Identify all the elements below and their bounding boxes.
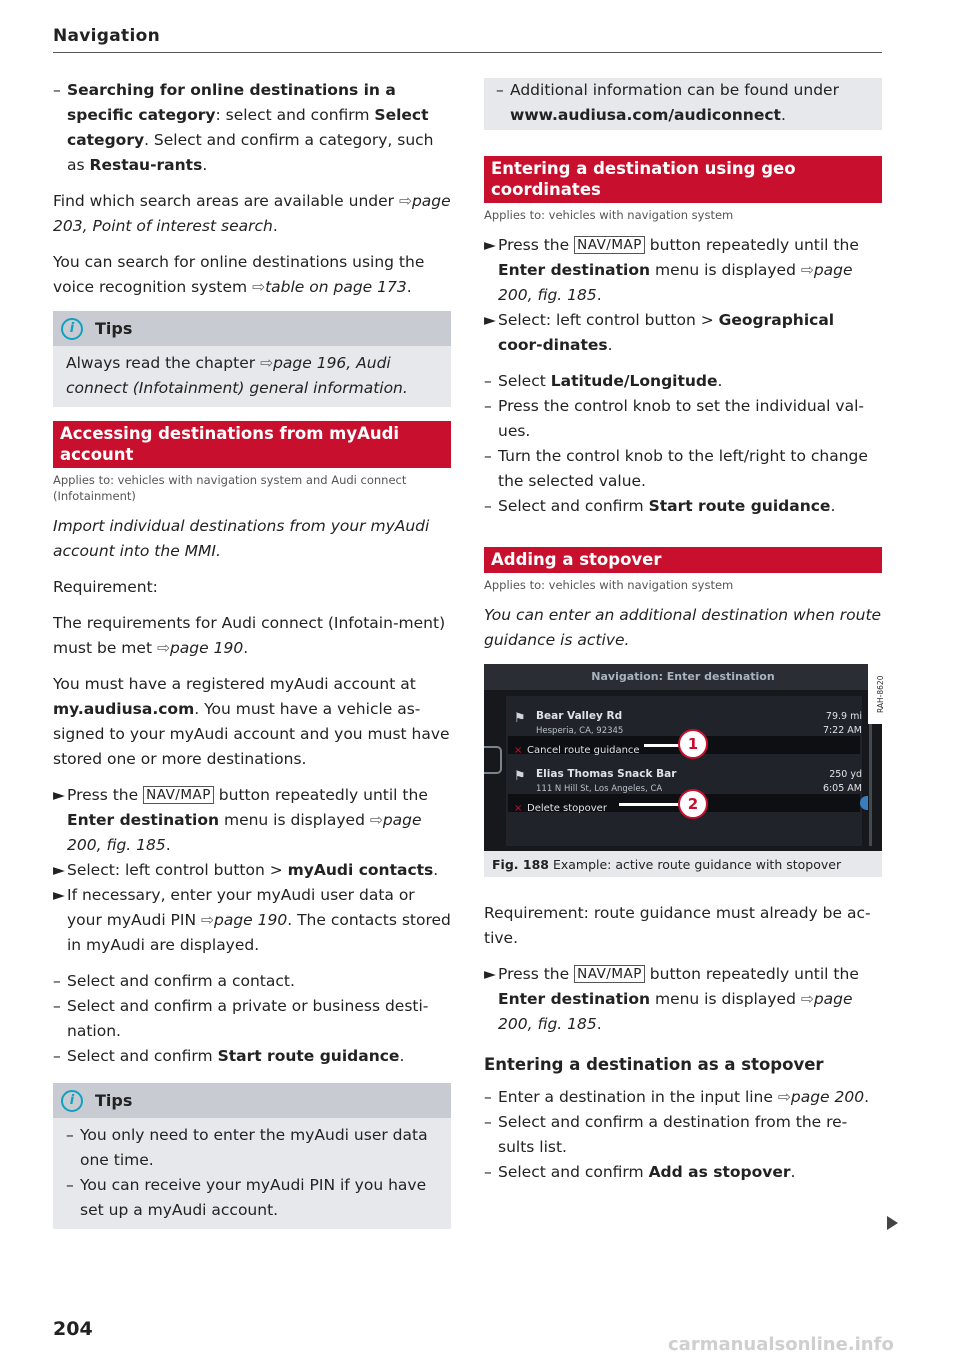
- flag-icon: ⚑: [514, 769, 526, 784]
- page-number: 204: [53, 1318, 93, 1340]
- url-link[interactable]: www.audiusa.com/audiconnect: [510, 106, 781, 124]
- section-heading-myaudi: Accessing destinations from myAudi account: [53, 421, 451, 468]
- xref-link[interactable]: page 190: [169, 639, 244, 657]
- dash-item: – Enter a destination in the input line ⇨page 200.: [484, 1088, 870, 1106]
- right-column: [484, 78, 885, 1185]
- xref-link[interactable]: page 200, fig. 185: [498, 990, 853, 1033]
- tips-body: Always read the chapter ⇨page 196, Audi connect (Infotainment) general information.: [53, 346, 451, 407]
- running-header: Navigation: [53, 26, 160, 46]
- xref-link[interactable]: page 200, fig. 185: [67, 811, 422, 854]
- tips-title: Tips: [95, 319, 133, 338]
- arrow-right-icon: ⇨: [398, 192, 412, 210]
- info-icon: i: [61, 1090, 83, 1112]
- dest2-name: Elias Thomas Snack Bar: [536, 768, 677, 780]
- dash-item: – Select and confirm a contact.: [53, 972, 295, 990]
- arrow-right-icon: ⇨: [201, 911, 214, 929]
- dest2-time: 6:05 AM: [822, 783, 862, 794]
- tips-body: – You only need to enter the myAudi user data one time. – You can receive your myAudi PIN if you have set up a myAudi account.: [53, 1118, 451, 1229]
- arrow-right-icon: ⇨: [800, 261, 814, 279]
- mmi-screen: [484, 664, 885, 851]
- step-item: ► Press the NAV/MAP button repeatedly until the Enter destination menu is displayed ⇨page 200, fig. 185.: [484, 965, 859, 1033]
- voice-paragraph: You can search for online destinations using the voice recognition system ⇨table on page 173.: [53, 253, 425, 296]
- dash-item: – Select Latitude/Longitude.: [484, 372, 723, 390]
- dest1-name: Bear Valley Rd: [536, 710, 623, 722]
- section-heading-stopover: Adding a stopover: [484, 547, 882, 573]
- registered-paragraph: You must have a registered myAudi account at my.audiusa.com. You must have a vehicle as-signed to your myAudi account and you must have stored one or more destinations.: [53, 675, 450, 768]
- tips-box: [53, 311, 451, 407]
- search-online-item: – Searching for online destinations in a specific category: select and confirm Select category. Select and confirm a category, such as Restau-rants.: [53, 81, 434, 174]
- dest1-address: Hesperia, CA, 92345: [536, 726, 624, 736]
- sub-heading-stopover: Entering a destination as a stopover: [484, 1055, 824, 1074]
- nav-map-key: NAV/MAP: [574, 236, 645, 254]
- applies-to: Applies to: vehicles with navigation system: [484, 578, 734, 592]
- req-connect-paragraph: The requirements for Audi connect (Infotain-ment) must be met ⇨page 190.: [53, 614, 446, 657]
- step-item: ► Select: left control button > myAudi contacts.: [53, 861, 439, 879]
- find-areas-paragraph: Find which search areas are available under ⇨page 203, Point of interest search.: [53, 192, 451, 235]
- step-item: ► Press the NAV/MAP button repeatedly until the Enter destination menu is displayed ⇨page 200, fig. 185.: [53, 786, 428, 854]
- delete-stopover-item[interactable]: Delete stopover: [527, 803, 607, 814]
- arrow-right-icon: ⇨: [369, 811, 383, 829]
- section-heading-geo: Entering a destination using geo coordinates: [484, 156, 882, 203]
- arrow-right-icon: ⇨: [156, 639, 170, 657]
- figure-code: RAH-8620: [868, 664, 882, 724]
- watermark: carmanualsonline.info: [668, 1334, 894, 1355]
- dash-item: – Select and confirm Start route guidance.: [53, 1047, 405, 1065]
- nav-map-key: NAV/MAP: [143, 786, 214, 804]
- stop-requirement: Requirement: route guidance must already be ac-tive.: [484, 904, 871, 947]
- tips-title: Tips: [95, 1091, 133, 1110]
- callout-2: 2: [678, 789, 708, 819]
- step-item: ► Select: left control button > Geographical coor-dinates.: [484, 311, 835, 354]
- dest1-distance: 79.9 mi: [825, 711, 862, 722]
- left-control-icon: [484, 746, 502, 774]
- applies-to: Applies to: vehicles with navigation system and Audi connect (Infotainment): [53, 473, 407, 503]
- callout-1: 1: [678, 729, 708, 759]
- dash-item: – Select and confirm Add as stopover.: [484, 1163, 796, 1181]
- flag-icon: ⚑: [514, 711, 526, 726]
- close-icon: ×: [514, 803, 523, 814]
- dash-item: – Select and confirm a private or business desti-nation.: [53, 997, 429, 1040]
- right-control-icon: [860, 796, 868, 810]
- dash-item: – Press the control knob to set the individual val-ues.: [484, 397, 864, 440]
- nav-map-key: NAV/MAP: [574, 965, 645, 983]
- continue-arrow-icon: [887, 1216, 898, 1230]
- xref-link[interactable]: page 200, fig. 185: [498, 261, 853, 304]
- arrow-right-icon: ⇨: [260, 354, 274, 372]
- xref-link[interactable]: page 203, Point of interest search: [53, 192, 451, 235]
- arrow-right-icon: ⇨: [800, 990, 814, 1008]
- dash-item: – Select and confirm Start route guidance.: [484, 497, 836, 515]
- dash-item: – Turn the control knob to the left/right to change the selected value.: [484, 447, 868, 490]
- info-box: – Additional information can be found under www.audiusa.com/audiconnect.: [484, 78, 882, 130]
- xref-link[interactable]: page 190: [214, 911, 288, 929]
- intro-text: Import individual destinations from your myAudi account into the MMI.: [53, 517, 430, 560]
- close-icon: ×: [514, 745, 523, 756]
- dest2-distance: 250 yd: [829, 769, 862, 780]
- arrow-right-icon: ⇨: [252, 278, 266, 296]
- dash-item: – Select and confirm a destination from the re-sults list.: [484, 1113, 848, 1156]
- figure-caption: Fig. 188 Example: active route guidance with stopover: [492, 857, 842, 872]
- dest2-address: 111 N Hill St, Los Angeles, CA: [536, 784, 663, 794]
- step-item: ► Press the NAV/MAP button repeatedly until the Enter destination menu is displayed ⇨page 200, fig. 185.: [484, 236, 859, 304]
- xref-link[interactable]: table on page 173: [265, 278, 407, 296]
- requirement-label: Requirement:: [53, 578, 158, 596]
- left-column: [53, 78, 451, 1243]
- screen-title: Navigation: Enter destination: [484, 664, 882, 690]
- dest1-time: 7:22 AM: [822, 725, 862, 736]
- cancel-route-item[interactable]: Cancel route guidance: [527, 745, 640, 756]
- xref-link[interactable]: page 200: [790, 1088, 865, 1106]
- xref-link[interactable]: page 196, Audi connect (Infotainment) general information: [66, 354, 403, 397]
- tips-box: [53, 1083, 451, 1229]
- applies-to: Applies to: vehicles with navigation system: [484, 208, 734, 222]
- figure-188: [484, 664, 885, 877]
- arrow-right-icon: ⇨: [777, 1088, 791, 1106]
- intro-text: You can enter an additional destination when route guidance is active.: [484, 606, 882, 649]
- info-icon: i: [61, 318, 83, 340]
- header-rule: [53, 52, 882, 53]
- step-item: ► If necessary, enter your myAudi user data or your myAudi PIN ⇨page 190. The contacts stored in myAudi are displayed.: [53, 886, 451, 954]
